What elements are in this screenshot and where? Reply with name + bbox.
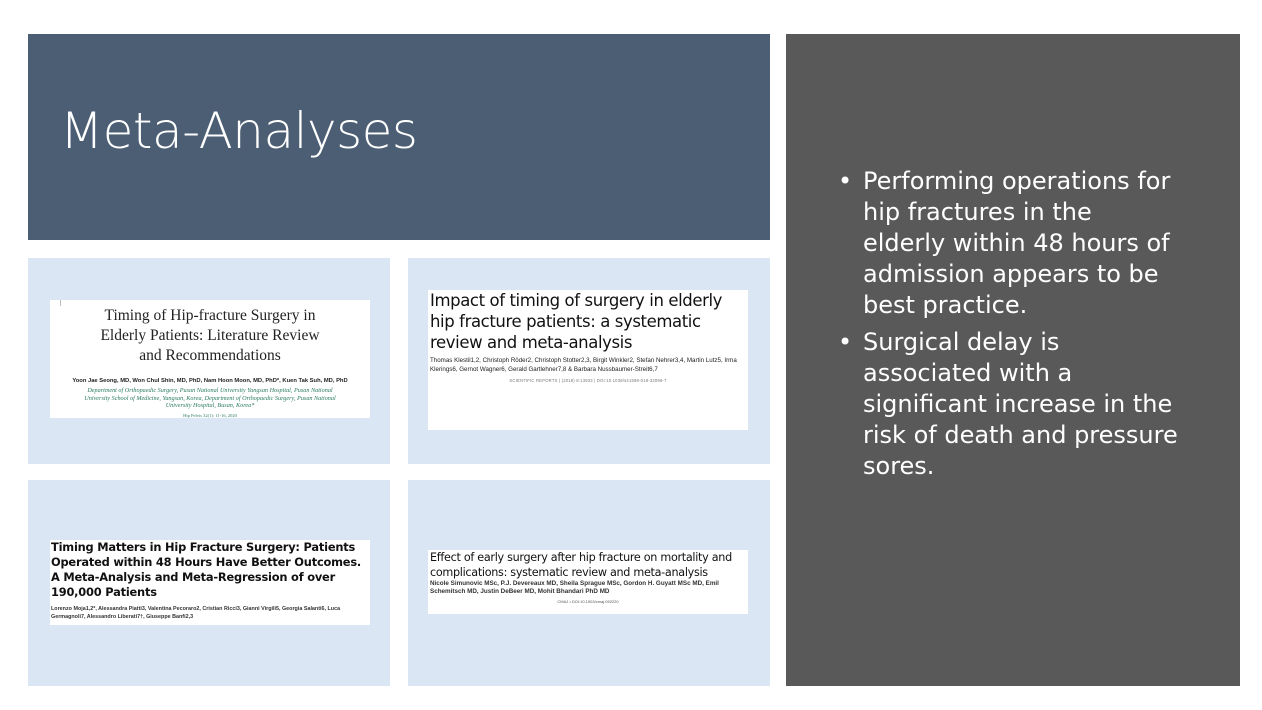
paper-1-title: Timing of Hip-fracture Surgery in Elderly Patients: Literature Review and Recommendations: [100, 307, 320, 364]
paper-card-2: [428, 290, 748, 430]
paper-3-title: Timing Matters in Hip Fracture Surgery: Patients Operated within 48 Hours Have Better Outcomes. A Meta-Analysis and Meta-Regression of over 190,000 Patients: [51, 540, 362, 599]
paper-card-1: [50, 300, 370, 418]
title-banner: [28, 34, 770, 240]
paper-1-authors: Yoon Jae Seong, MD, Won Chul Shin, MD, PhD, Nam Hoon Moon, MD, PhD*, Kuen Tak Suh, MD, PhD: [72, 378, 348, 384]
paper-panel-3: [28, 480, 390, 686]
paper-4-authors: Nicole Simunovic MSc, P.J. Devereaux MD, Sheila Sprague MSc, Gordon H. Guyatt MSc MD, Emil Schemitsch MD, Justin DeBeer MD, Mohit Bhandari PhD MD: [430, 580, 719, 595]
slide-title: Meta-Analyses: [60, 102, 418, 160]
paper-4-title: Effect of early surgery after hip fracture on mortality and complications: systematic review and meta-analysis: [430, 551, 732, 579]
bullet-item: [838, 327, 1178, 482]
paper-2-authors: Thomas Klestil1,2, Christoph Röder2, Christoph Stotter2,3, Birgit Winkler2, Stefan Nehrer3,4, Martin Lutz5, Irma Klerings6, Gernot Wagner6, Gerald Gartlehner7,8 & Barbara Nussbaumer-Streit6,7: [430, 357, 737, 373]
paper-panel-2: [408, 258, 770, 464]
bullet-dot-icon: •: [838, 167, 853, 195]
summary-panel: [786, 34, 1240, 686]
paper-3-authors: Lorenzo Moja1,2*, Alessandra Piatti3, Valentina Pecoraro2, Cristian Ricci3, Gianni Virgili5, Georgia Salanti6, Luca Germagnoli7, Alessandro Liberati7†, Giuseppe Banfi2,3: [51, 606, 341, 620]
paper-panel-4: [408, 480, 770, 686]
paper-panel-1: [28, 258, 390, 464]
bullet-item: [838, 166, 1178, 321]
paper-card-4: [428, 550, 748, 614]
paper-4-journal: CMAJ • DOI:10.1503/cmaj.092220: [557, 599, 619, 604]
bullet-dot-icon: •: [838, 328, 853, 356]
bullet-text: Surgical delay is associated with a significant increase in the risk of death and pressure sores.: [863, 328, 1178, 480]
paper-1-affiliations: Department of Orthopaedic Surgery, Pusan National University Yangsan Hospital, Pusan National University School of Medicine, Yangsan, Korea, Department of Orthopaedic Surgery, Pusan National University Hospital, Busan, Korea*: [84, 387, 336, 409]
paper-2-title: Impact of timing of surgery in elderly hip fracture patients: a systematic review and meta-analysis: [430, 291, 723, 352]
summary-bullets: [838, 166, 1178, 488]
paper-1-journal: Hip Pelvis 32(1): 11-16, 2020: [183, 412, 237, 418]
paper-2-journal: SCIENTIFIC REPORTS | (2018) 8:13933 | DOI:10.1038/s41598-018-32098-7: [509, 378, 667, 383]
corner-mark: [60, 300, 61, 306]
bullet-text: Performing operations for hip fractures in the elderly within 48 hours of admission appears to be best practice.: [863, 167, 1171, 319]
paper-card-3: [50, 540, 370, 625]
